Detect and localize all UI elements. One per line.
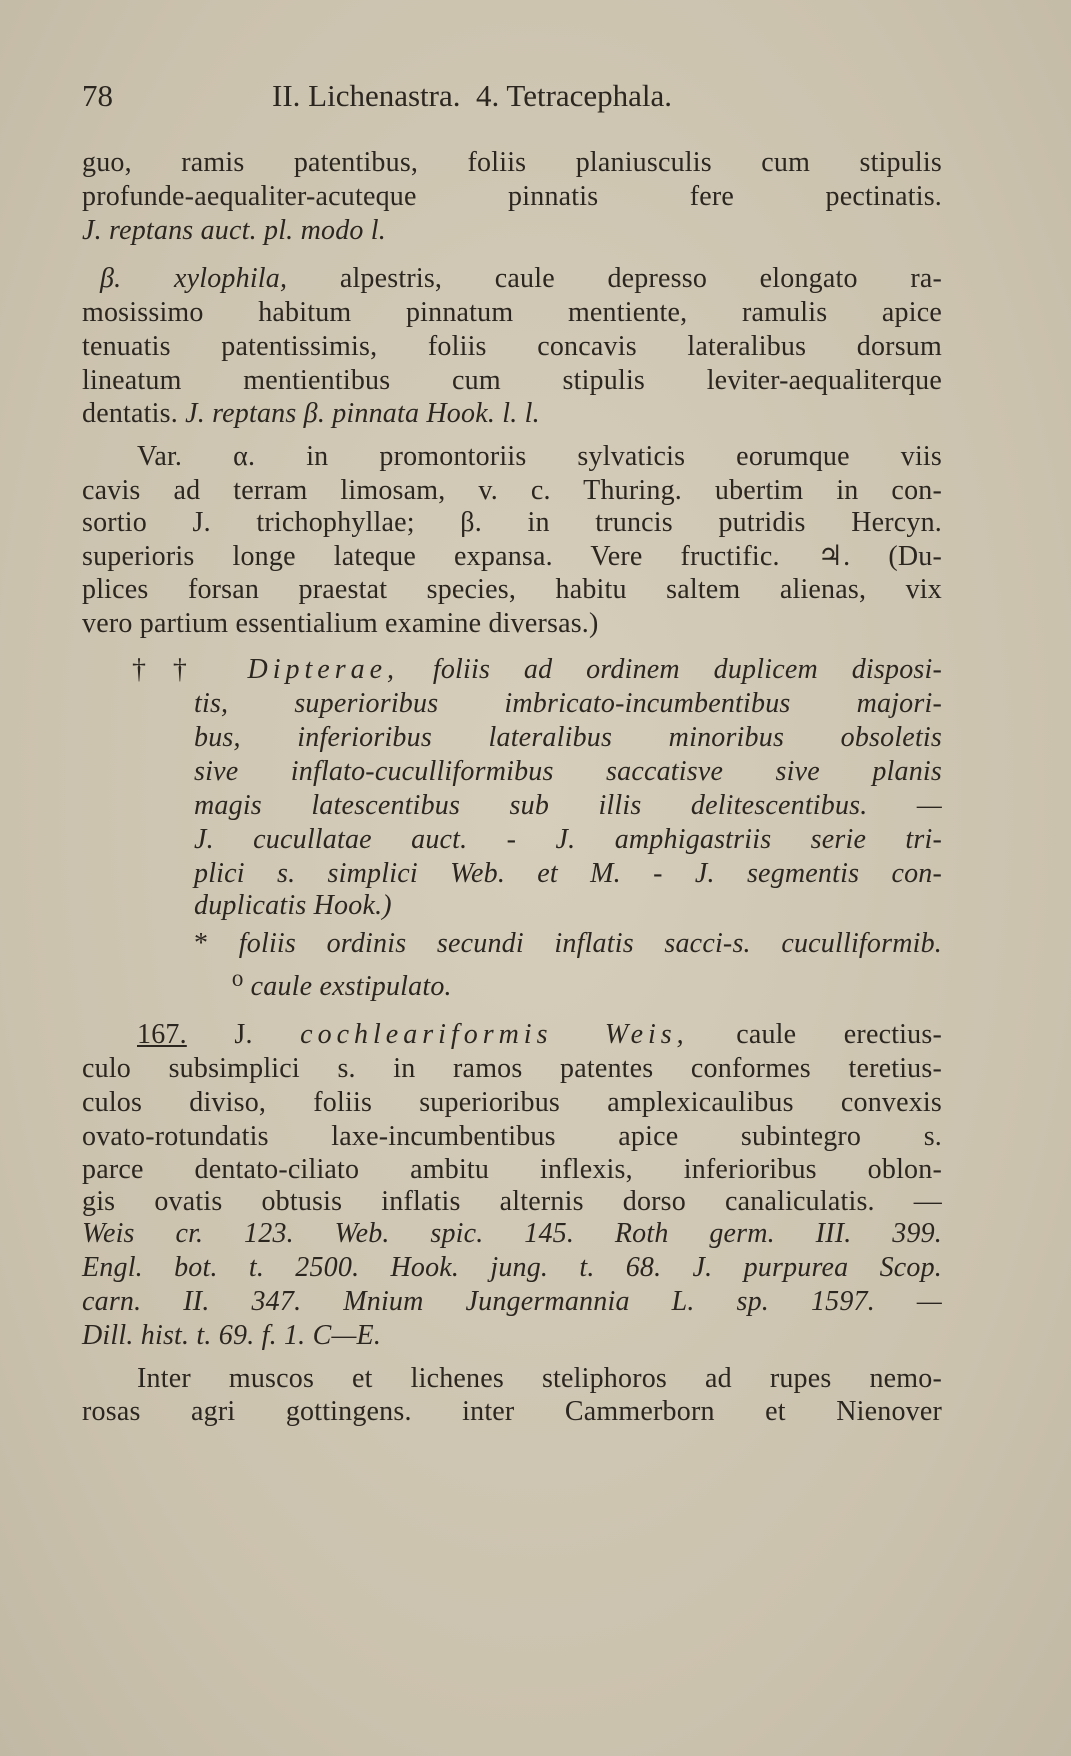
text-line [194,823,942,857]
text-segment: carn. II. 347. Mnium Jungermannia L. sp. 1597. — [82,1286,942,1317]
text-segment: culos diviso, foliis superioribus amplexicaulibus convexis [82,1087,942,1118]
text-line [82,1120,942,1154]
text-segment: ⁰ [232,971,251,1002]
text-segment: tenuatis patentissimis, foliis concavis lateralibus dorsum [82,331,942,362]
text-segment: β. xylophila, [100,263,288,294]
text-segment: guo, ramis patentibus, foliis planiusculis cum stipulis [82,147,942,178]
text-segment: dentatis. [82,398,186,429]
text-line [137,1018,942,1052]
text-line [82,180,942,214]
text-segment: alpestris, caule depresso elongato ra- [287,263,942,294]
text-segment: culo subsimplici s. in ramos patentes conformes teretius- [82,1053,942,1084]
text-segment: ovato-rotundatis laxe-incumbentibus apice subintegro s. [82,1121,942,1152]
text-line [82,1319,412,1353]
text-segment: caule exstipulato. [250,971,452,1002]
text-line [82,1185,942,1219]
text-segment: lineatum mentientibus cum stipulis leviter-aequaliterque [82,365,942,396]
text-segment: bus, inferioribus lateralibus minoribus obsoletis [194,722,942,753]
text-segment: †† [132,654,248,685]
text-segment: sive inflato-cuculliformibus saccatisve sive planis [194,756,942,787]
text-line [100,262,942,296]
text-segment: J. cucullatae auct. - J. amphigastriis serie tri- [194,824,942,855]
text-line [82,607,712,641]
text-segment: J. reptans β. pinnata Hook. l. l. [185,398,540,429]
text-segment: cochleariformis Weis, [300,1019,689,1050]
text-line [82,1086,942,1120]
text-segment: plici s. simplici Web. et M. - J. segmentis con- [194,858,942,889]
text-line [82,397,540,431]
text-segment: Var. α. in promontoriis sylvaticis eorumque viis [137,441,942,472]
text-segment: Weis cr. 123. Web. spic. 145. Roth germ. III. 399. [82,1218,942,1249]
text-line [82,330,942,364]
text-segment: plices forsan praestat species, habitu saltem alienas, vix [82,574,942,605]
text-segment: magis latescentibus sub illis delitescentibus. — [194,790,942,821]
text-segment: caule erectius- [688,1019,942,1050]
text-line [194,755,942,789]
text-segment: rosas agri gottingens. inter Cammerborn et Nienover [82,1396,942,1427]
text-line [232,970,662,1004]
text-line [82,1217,942,1251]
text-line [82,1395,942,1429]
text-line [82,474,942,508]
text-segment: Dipterae, [247,654,400,685]
text-line [194,687,942,721]
text-segment: mosissimo habitum pinnatum mentiente, ramulis apice [82,297,942,328]
text-line [82,1153,942,1187]
text-line [82,146,942,180]
text-line [82,1251,942,1285]
text-segment: parce dentato-ciliato ambitu inflexis, inferioribus oblon- [82,1154,942,1185]
text-segment: profunde-aequaliter-acuteque pinnatis fere pectinatis. [82,181,942,212]
running-title: II. Lichenastra. 4. Tetracephala. [272,78,673,113]
text-line [137,1362,942,1396]
text-segment: foliis ad ordinem duplicem disposi- [399,654,942,685]
text-line [194,889,524,923]
text-segment: J. reptans auct. pl. modo l. [82,215,386,246]
text-segment: Inter muscos et lichenes steliphoros ad rupes nemo- [137,1363,942,1394]
text-line [82,540,942,574]
text-segment: 167. [137,1019,187,1050]
text-line [194,857,942,891]
text-segment: gis ovatis obtusis inflatis alternis dorso canaliculatis. — [82,1186,942,1217]
text-segment: tis, superioribus imbricato-incumbentibus majori- [194,688,942,719]
text-line [82,1052,942,1086]
text-line [132,653,942,687]
text-segment: Engl. bot. t. 2500. Hook. jung. t. 68. J. purpurea Scop. [82,1252,942,1283]
text-line [194,789,942,823]
text-line [194,927,942,961]
text-line [82,573,942,607]
text-line [82,214,432,248]
text-line [82,506,942,540]
text-segment: * [194,928,239,959]
text-line [82,364,942,398]
text-segment: J. [186,1019,301,1050]
text-segment: superioris longe lateque expansa. Vere fructific. ♃. (Du- [82,541,942,572]
text-segment: sortio J. trichophyllae; β. in truncis putridis Hercyn. [82,507,942,538]
text-segment: foliis ordinis secundi inflatis sacci-s. cuculliformib. [238,928,942,959]
text-segment: duplicatis Hook.) [194,890,392,921]
page-number: 78 [82,78,113,113]
text-segment: cavis ad terram limosam, v. c. Thuring. ubertim in con- [82,475,942,506]
text-line [82,1285,942,1319]
text-line [194,721,942,755]
text-line [137,440,942,474]
text-segment: vero partium essentialium examine diversas.) [82,608,599,639]
text-segment: Dill. hist. t. 69. f. 1. C—E. [82,1320,382,1351]
text-line [82,296,942,330]
